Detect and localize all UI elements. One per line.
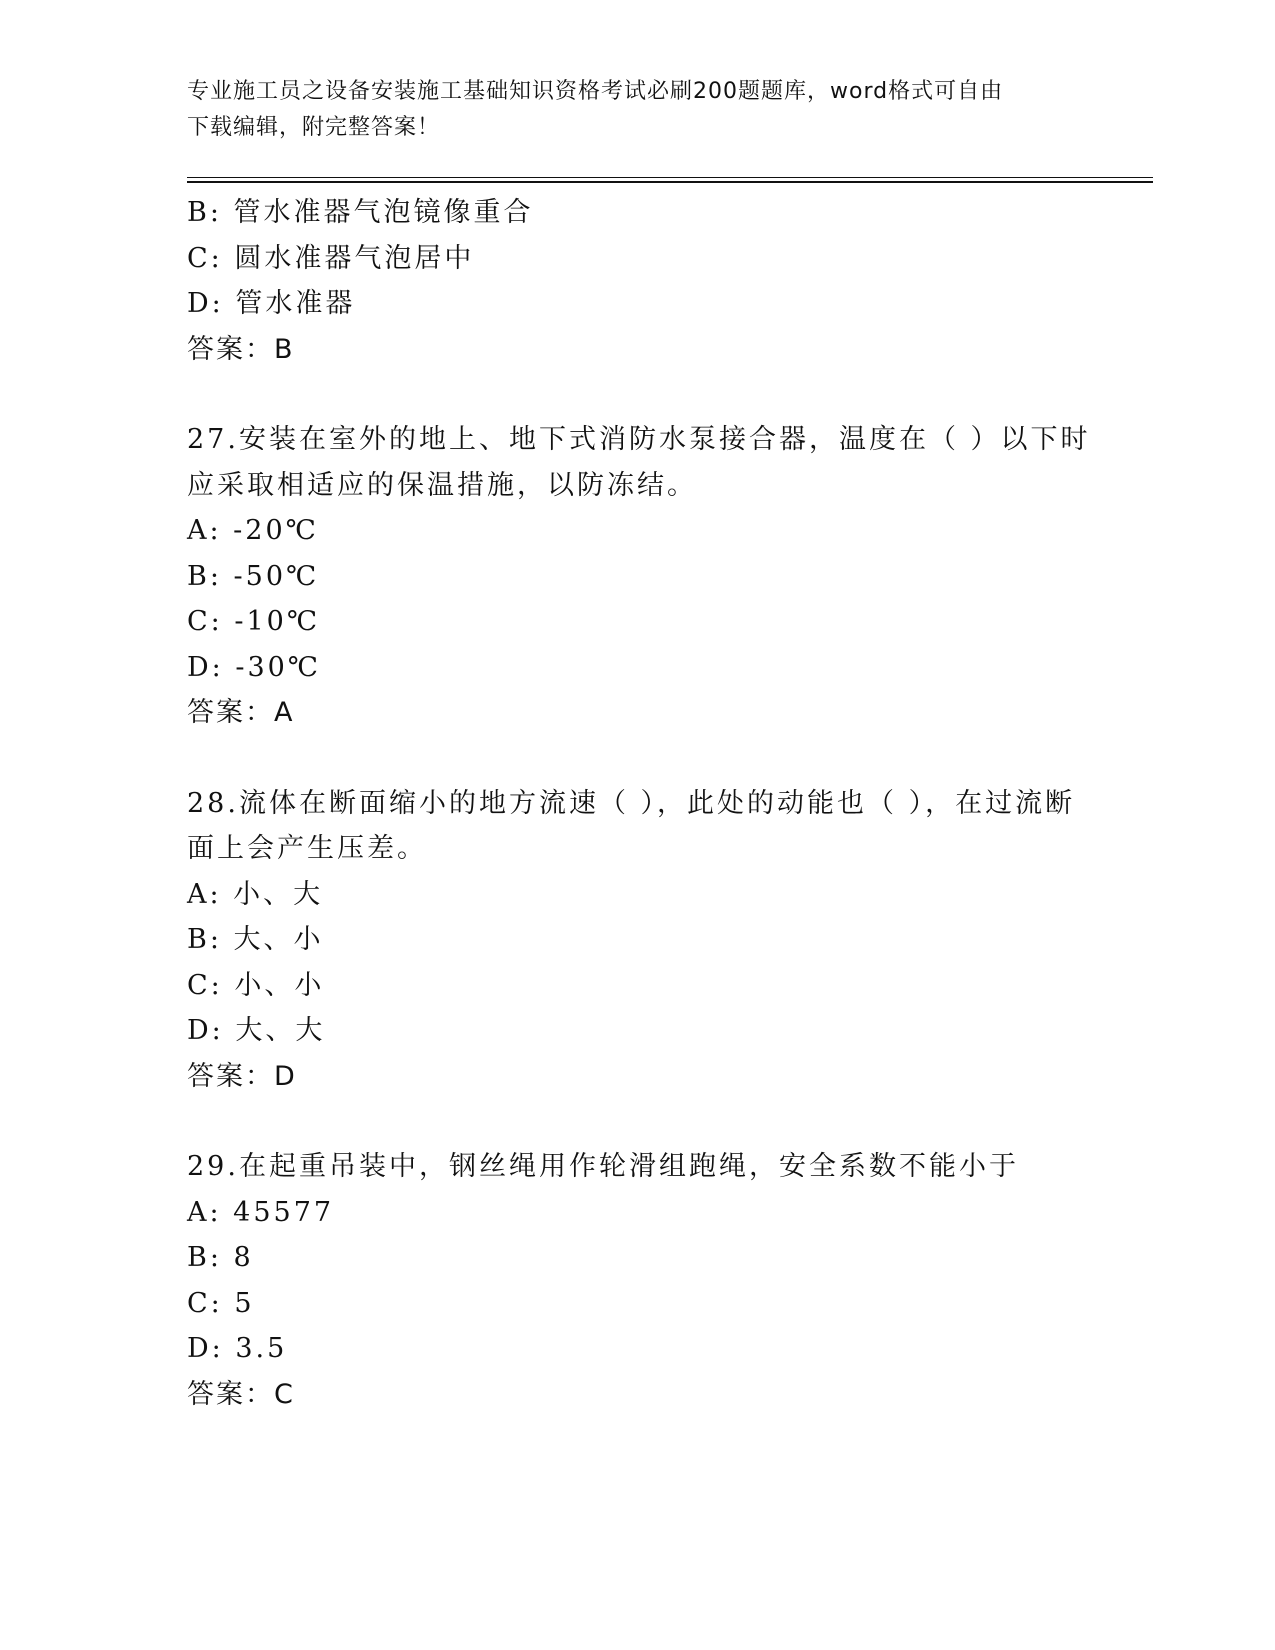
question-block-28 — [187, 781, 1107, 1100]
question-list — [187, 190, 1107, 1417]
question-text-line: 面上会产生压差。 — [187, 833, 427, 864]
answer-line: 答案：C — [187, 1378, 295, 1410]
header-line-2: 下载编辑，附完整答案！ — [187, 115, 441, 140]
option-b: B: 管水准器气泡镜像重合 — [187, 197, 534, 228]
header-divider-thick — [187, 181, 1153, 183]
question-block-27 — [187, 417, 1107, 736]
option-d: D: -30℃ — [187, 651, 322, 683]
option-b: B: 8 — [187, 1242, 254, 1273]
question-text-line: 29.在起重吊装中，钢丝绳用作轮滑组跑绳，安全系数不能小于 — [187, 1151, 1019, 1182]
option-c: C: -10℃ — [187, 606, 321, 637]
question-block-continued — [187, 190, 1107, 372]
question-text-line: 27.安装在室外的地上、地下式消防水泵接合器，温度在（ ）以下时 — [187, 424, 1091, 455]
option-d: D: 3.5 — [187, 1333, 288, 1364]
header-line-1: 专业施工员之设备安装施工基础知识资格考试必刷200题题库，word格式可自由 — [187, 79, 1004, 104]
answer-line: 答案：A — [187, 697, 295, 728]
option-b: B: 大、小 — [187, 924, 324, 955]
option-d: D: 大、大 — [187, 1015, 326, 1046]
question-spacer — [187, 372, 1107, 417]
option-a: A: 45577 — [187, 1196, 335, 1228]
question-text-line: 28.流体在断面缩小的地方流速（ ），此处的动能也（ ），在过流断 — [187, 787, 1076, 819]
option-a: A: 小、大 — [187, 878, 324, 910]
answer-line: 答案：B — [187, 333, 295, 365]
option-c: C: 小、小 — [187, 969, 325, 1001]
question-block-29 — [187, 1144, 1107, 1417]
question-text-line: 应采取相适应的保温措施，以防冻结。 — [187, 469, 697, 501]
option-b: B: -50℃ — [187, 560, 320, 592]
option-a: A: -20℃ — [187, 515, 319, 546]
option-d: D: 管水准器 — [187, 288, 356, 319]
question-spacer — [187, 736, 1107, 781]
answer-line: 答案：D — [187, 1060, 297, 1092]
question-spacer — [187, 1099, 1107, 1144]
option-c: C: 圆水准器气泡居中 — [187, 242, 475, 274]
option-c: C: 5 — [187, 1287, 255, 1319]
document-header — [187, 74, 1067, 146]
header-divider-thin — [187, 177, 1153, 178]
